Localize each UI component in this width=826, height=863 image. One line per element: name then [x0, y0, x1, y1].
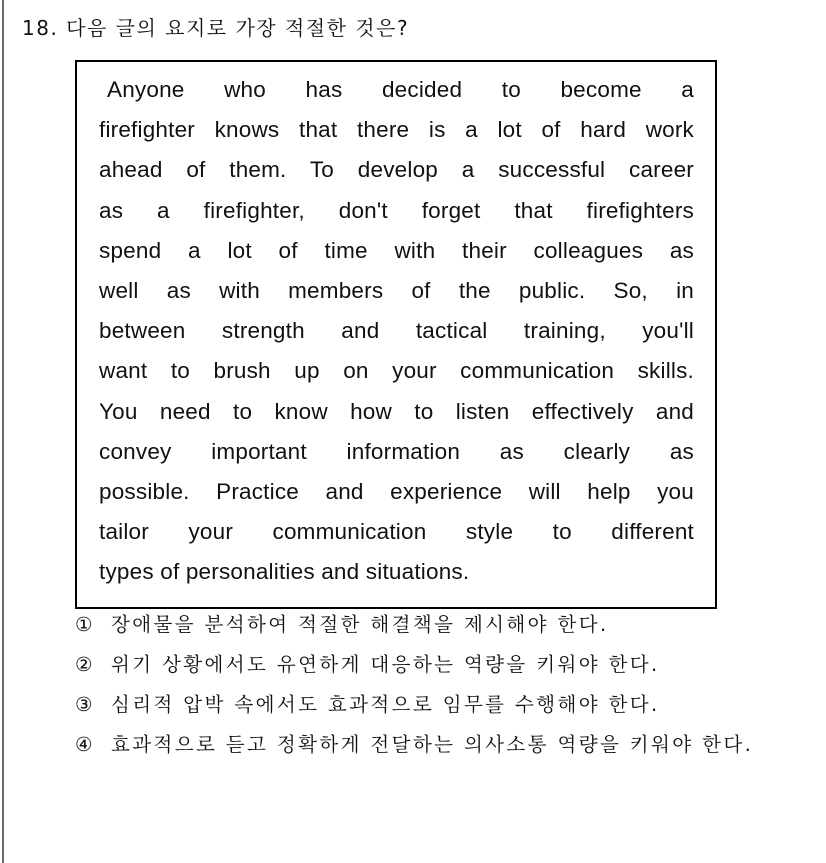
option-number: ②	[75, 653, 93, 676]
passage-line: well as with members of the public. So, in	[99, 277, 694, 303]
option-2[interactable]	[75, 652, 775, 678]
passage-line: tailor your communication style to different	[99, 519, 694, 545]
option-3[interactable]	[75, 692, 775, 718]
question-number: 18.	[22, 16, 59, 40]
passage-line: convey important information as clearly as	[99, 438, 694, 464]
passage-box	[75, 60, 717, 609]
passage-line: spend a lot of time with their colleagues as	[99, 237, 694, 263]
passage-line: as a firefighter, don't forget that firefighters	[99, 197, 694, 223]
option-number: ①	[75, 613, 93, 636]
question-header	[22, 14, 409, 42]
answer-options	[75, 612, 775, 772]
option-1[interactable]	[75, 612, 775, 638]
passage-text	[99, 70, 694, 592]
passage-line: want to brush up on your communication skills.	[99, 358, 694, 384]
passage-line: You need to know how to listen effectively and	[99, 398, 694, 424]
option-number: ③	[75, 693, 93, 716]
passage-line: between strength and tactical training, you'll	[99, 318, 694, 344]
passage-line: Anyone who has decided to become a	[107, 77, 694, 102]
option-text: 효과적으로 듣고 정확하게 전달하는 의사소통 역량을 키워야 한다.	[111, 733, 754, 756]
question-prompt: 다음 글의 요지로 가장 적절한 것은?	[66, 16, 410, 40]
passage-line: possible. Practice and experience will help you	[99, 478, 694, 504]
passage-line: firefighter knows that there is a lot of hard work	[99, 117, 694, 143]
page-left-border	[2, 0, 4, 863]
option-text: 심리적 압박 속에서도 효과적으로 임무를 수행해야 한다.	[111, 693, 660, 716]
option-text: 장애물을 분석하여 적절한 해결책을 제시해야 한다.	[111, 613, 609, 636]
option-number: ④	[75, 733, 93, 756]
option-text: 위기 상황에서도 유연하게 대응하는 역량을 키워야 한다.	[111, 653, 660, 676]
passage-line: ahead of them. To develop a successful career	[99, 157, 694, 183]
passage-line: types of personalities and situations.	[99, 559, 470, 585]
option-4[interactable]	[75, 732, 775, 758]
